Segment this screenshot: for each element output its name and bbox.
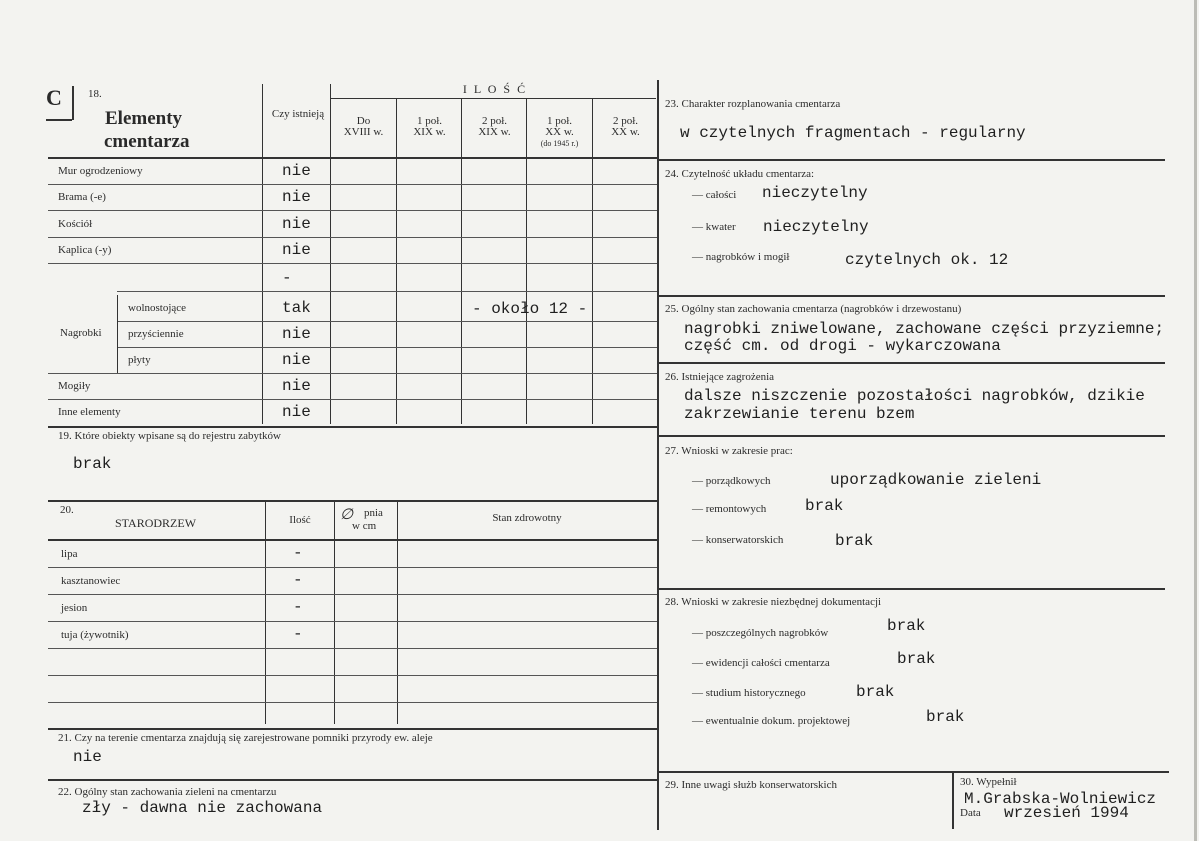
element-row-exists: nie — [282, 215, 311, 233]
period-header — [527, 116, 592, 149]
s24-item2-value: nieczytelny — [763, 218, 869, 236]
element-row-line — [48, 373, 658, 374]
s22-label: 22. Ogólny stan zachowania zieleni na cmentarzu — [58, 786, 277, 798]
s23-label: 23. Charakter rozplanowania cmentarza — [665, 98, 841, 110]
element-row-line — [48, 184, 658, 185]
s26-line1: dalsze niszczenie pozostałości nagrobków, dzikie — [684, 387, 1145, 405]
section-letter: C — [46, 85, 62, 110]
s22-top-line — [48, 779, 658, 781]
s28-item1-label: — poszczególnych nagrobków — [692, 627, 829, 639]
element-row-exists: nie — [282, 241, 311, 259]
element-row-exists: tak — [282, 299, 311, 317]
s28-bottom-line — [659, 771, 1169, 773]
element-row-label: Kaplica (-y) — [58, 244, 112, 256]
element-row-label: płyty — [128, 354, 151, 366]
element-row-exists: nie — [282, 377, 311, 395]
period-header-line2: XX w. — [611, 126, 640, 138]
tree-row-qty: - — [293, 571, 303, 589]
period-header — [462, 116, 527, 138]
element-row-exists: nie — [282, 188, 311, 206]
s20-title: STARODRZEW — [115, 516, 197, 530]
s18-title-line2: cmentarza — [104, 131, 190, 152]
s29-s30-divider — [952, 771, 954, 829]
s19-label: 19. Które obiekty wpisane są do rejestru zabytków — [58, 430, 281, 442]
s24-item2-label: — kwater — [692, 221, 736, 233]
period-header-line2: XX w. — [545, 126, 574, 138]
s27-item3-label: — konserwatorskich — [692, 534, 784, 546]
element-row-line — [117, 321, 658, 322]
col-exists-header: Czy istnieją — [271, 108, 325, 120]
element-row-exists: nie — [282, 403, 311, 421]
tree-row-name: jesion — [61, 602, 88, 614]
tree-row-line — [48, 675, 658, 676]
s19-value: brak — [73, 455, 112, 473]
tree-row-name: lipa — [61, 548, 78, 560]
s26-bottom-line — [659, 435, 1165, 437]
s27-bottom-line — [659, 588, 1165, 590]
period-header-line1: 1 poł. — [546, 115, 573, 127]
tree-row-line — [48, 567, 658, 568]
element-row-line — [48, 263, 658, 264]
s24-item1-label: — całości — [692, 189, 737, 201]
s20-col-health: Stan zdrowotny — [492, 512, 562, 524]
s24-item3-label: — nagrobków i mogił — [692, 251, 790, 263]
s25-line2: część cm. od drogi - wykarczowana — [684, 337, 1001, 355]
element-row-label: Mogiły — [58, 380, 91, 392]
col-quantity-header: I L O Ś Ć — [462, 82, 528, 96]
tree-row-qty: - — [293, 544, 303, 562]
s20-number: 20. — [60, 504, 74, 516]
s30-name: M.Grabska-Wolniewicz — [964, 790, 1157, 808]
s20-header-bottom — [48, 539, 658, 541]
tree-row-name: kasztanowiec — [61, 575, 121, 587]
s27-item2-value: brak — [805, 497, 844, 515]
element-row-exists: nie — [282, 162, 311, 180]
s27-label: 27. Wnioski w zakresie prac: — [665, 445, 793, 457]
tree-row-line — [48, 648, 658, 649]
scan-edge — [1194, 0, 1197, 841]
element-row-line — [48, 237, 658, 238]
page-divider — [657, 80, 659, 830]
s22-value: zły - dawna nie zachowana — [82, 799, 323, 817]
s24-item1-value: nieczytelny — [762, 184, 868, 202]
period-header-line1: 2 poł. — [612, 115, 639, 127]
quantity-header-line — [330, 98, 656, 99]
diameter-icon: ∅ — [340, 507, 354, 523]
nagrobki-group-label: Nagrobki — [60, 327, 102, 339]
s28-item1-value: brak — [887, 617, 926, 635]
s18-title-line1: Elementy — [105, 108, 183, 129]
tree-row-qty: - — [293, 598, 303, 616]
s26-label: 26. Istniejące zagrożenia — [665, 371, 775, 383]
element-row-label: przyściennie — [128, 328, 184, 340]
s28-item3-label: — studium historycznego — [692, 687, 806, 699]
tree-row-qty: - — [293, 625, 303, 643]
s27-item1-label: — porządkowych — [692, 475, 771, 487]
period-header-line2: XIX w. — [413, 126, 446, 138]
element-row-line — [48, 399, 658, 400]
element-row-exists: - — [282, 269, 292, 287]
s20-col-diam-line1: pnia — [364, 507, 383, 519]
s26-line2: zakrzewianie terenu bzem — [684, 405, 915, 423]
s20-col-line-c — [397, 500, 398, 724]
s24-label: 24. Czytelność układu cmentarza: — [665, 168, 815, 180]
s28-item3-value: brak — [856, 683, 895, 701]
period-header-line1: Do — [356, 115, 371, 127]
element-row-label: Inne elementy — [58, 406, 121, 418]
s28-item2-value: brak — [897, 650, 936, 668]
col-line-f — [592, 98, 593, 424]
period-header-line1: 1 poł. — [416, 115, 443, 127]
s27-item3-value: brak — [835, 532, 874, 550]
s25-bottom-line — [659, 362, 1165, 364]
s25-label: 25. Ogólny stan zachowania cmentarza (nagrobków i drzewostanu) — [665, 303, 962, 315]
s27-item2-label: — remontowych — [692, 503, 767, 515]
s24-bottom-line — [659, 295, 1165, 297]
s21-value: nie — [73, 748, 102, 766]
period-header — [397, 116, 462, 138]
s30-label: 30. Wypełnił — [960, 776, 1017, 788]
s30-date-label: Data — [960, 807, 981, 819]
s23-bottom-line — [659, 159, 1165, 161]
period-header-line2: XIX w. — [478, 126, 511, 138]
s28-label: 28. Wnioski w zakresie niezbędnej dokumentacji — [665, 596, 882, 608]
element-row-label: wolnostojące — [128, 302, 187, 314]
element-row-label: Mur ogrodzeniowy — [58, 165, 143, 177]
element-row-line — [117, 291, 658, 292]
s20-col-line-b — [334, 500, 335, 724]
element-row-exists: nie — [282, 351, 311, 369]
period-header-line3: (do 1945 r.) — [540, 139, 579, 148]
tree-row-name: tuja (żywotnik) — [61, 629, 129, 641]
section-letter-mark — [72, 86, 74, 120]
s18-number: 18. — [88, 88, 102, 100]
element-row-exists: nie — [282, 325, 311, 343]
col-line-c — [396, 98, 397, 424]
s24-item3-value: czytelnych ok. 12 — [845, 251, 1009, 269]
element-row-label: Kościół — [58, 218, 93, 230]
period-header-line2: XVIII w. — [343, 126, 384, 138]
s20-col-qty: Ilość — [289, 514, 311, 526]
tree-row-line — [48, 702, 658, 703]
period-header-line1: 2 poł. — [481, 115, 508, 127]
s23-value: w czytelnych fragmentach - regularny — [680, 124, 1026, 142]
col-line-e — [526, 98, 527, 424]
period-header — [593, 116, 658, 138]
s30-date: wrzesień 1994 — [1004, 804, 1129, 822]
s20-col-line-a — [265, 500, 266, 724]
s19-top-line — [48, 426, 658, 428]
s28-item4-label: — ewentualnie dokum. projektowej — [692, 715, 851, 727]
section-letter-underline — [46, 119, 72, 121]
s20-col-diam-line2: w cm — [352, 520, 377, 532]
s25-line1: nagrobki zniwelowane, zachowane części przyziemne; — [684, 320, 1165, 338]
quantity-note: - około 12 - — [472, 300, 588, 318]
nagrobki-group-line — [117, 295, 118, 373]
s20-top-line — [48, 500, 658, 502]
period-header — [331, 116, 396, 138]
s21-label: 21. Czy na terenie cmentarza znajdują się zarejestrowane pomniki przyrody ew. aleje — [58, 732, 433, 744]
s29-label: 29. Inne uwagi służb konserwatorskich — [665, 779, 837, 791]
s18-header-bottom — [48, 157, 658, 159]
s27-item1-value: uporządkowanie zieleni — [830, 471, 1042, 489]
s28-item4-value: brak — [926, 708, 965, 726]
s28-item2-label: — ewidencji całości cmentarza — [692, 657, 830, 669]
element-row-label: Brama (-e) — [58, 191, 106, 203]
tree-row-line — [48, 621, 658, 622]
element-row-line — [48, 210, 658, 211]
s21-top-line — [48, 728, 658, 730]
tree-row-line — [48, 594, 658, 595]
col-line-d — [461, 98, 462, 424]
element-row-line — [117, 347, 658, 348]
